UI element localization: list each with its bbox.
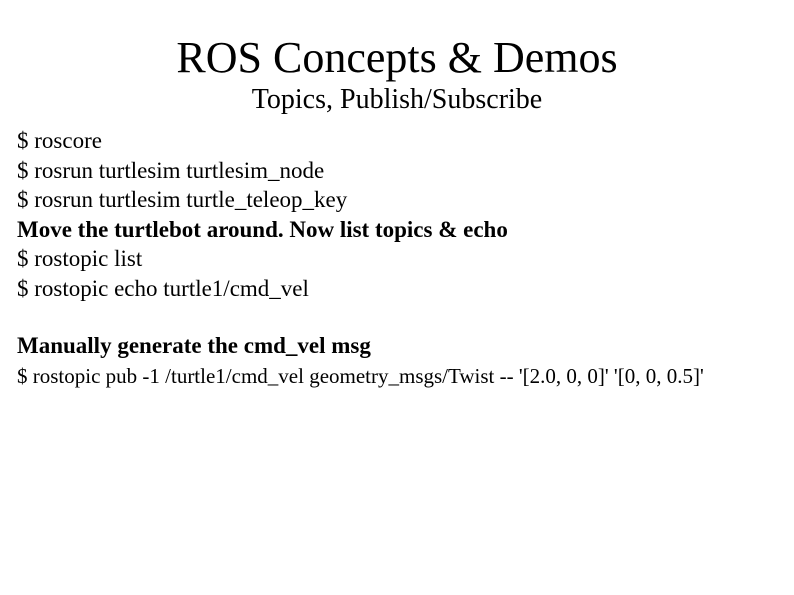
command-rostopic-list: $ rostopic list: [17, 246, 143, 271]
command-rostopic-echo: $ rostopic echo turtle1/cmd_vel: [17, 275, 309, 301]
command-rostopic-pub: $ rostopic pub -1 /turtle1/cmd_vel geometry_msgs/Twist -- '[2.0, 0, 0]' '[0, 0, 0.5]': [17, 363, 704, 388]
slide-body: [17, 126, 757, 391]
instruction-move-turtlebot: Move the turtlebot around. Now list topics & echo: [17, 216, 508, 242]
slide-title: ROS Concepts & Demos: [176, 33, 618, 82]
command-teleop-key: $ rosrun turtlesim turtle_teleop_key: [17, 187, 348, 212]
section-heading-manual-msg: Manually generate the cmd_vel msg: [17, 333, 371, 358]
spacer: [17, 303, 757, 331]
command-turtlesim-node: $ rosrun turtlesim turtlesim_node: [17, 157, 325, 183]
command-roscore: $ roscore: [17, 128, 102, 153]
slide-subtitle: Topics, Publish/Subscribe: [251, 84, 543, 115]
